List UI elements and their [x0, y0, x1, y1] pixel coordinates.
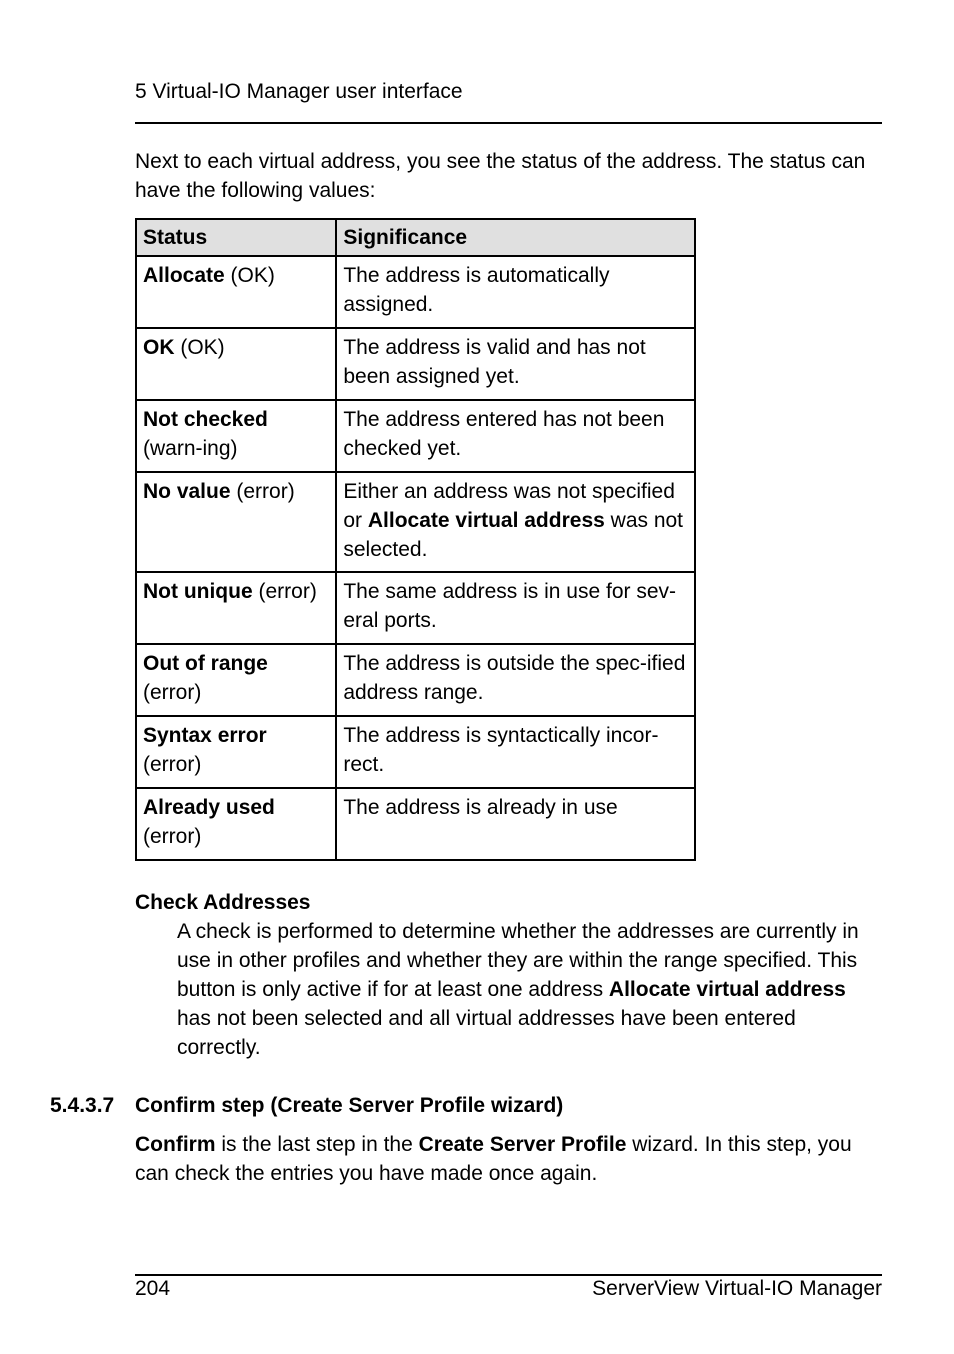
significance-text: The address is already in use: [343, 796, 618, 819]
table-header-row: [136, 219, 695, 256]
column-header-status: Status: [136, 219, 336, 256]
significance-cell: [336, 788, 695, 860]
significance-text: The address is syntactically incor-rect.: [343, 724, 659, 776]
section-body-text: is the last step in the: [215, 1133, 419, 1156]
status-level: (warn-ing): [143, 437, 238, 460]
check-addresses-heading: Check Addresses: [135, 891, 311, 914]
status-level: (OK): [224, 264, 275, 287]
status-level: (error): [143, 681, 202, 704]
significance-text: Either an address was not specified or: [343, 480, 675, 532]
section-body: [135, 1130, 875, 1188]
table-row: [136, 400, 695, 472]
significance-text: The address is valid and has not been assigned yet.: [343, 336, 646, 388]
significance-text: The address is outside the spec-ified address range.: [343, 652, 686, 704]
status-cell: [136, 328, 336, 400]
wizard-name: Create Server Profile: [418, 1133, 627, 1156]
table-row: [136, 572, 695, 644]
significance-cell: [336, 572, 695, 644]
significance-text: The address is automatically assigned.: [343, 264, 610, 316]
status-level: (error): [252, 580, 317, 603]
section-number: 5.4.3.7: [50, 1094, 115, 1117]
significance-cell: [336, 256, 695, 328]
status-name: OK: [143, 336, 175, 359]
page-number: 204: [135, 1277, 171, 1300]
page-header-chapter-title: 5 Virtual-IO Manager user interface: [135, 80, 463, 103]
significance-cell: [336, 328, 695, 400]
status-cell: [136, 644, 336, 716]
check-addresses-text-end: has not been selected and all virtual addresses have been entered correctly.: [177, 1007, 796, 1059]
table-row: [136, 788, 695, 860]
status-name: Out of range: [143, 652, 268, 675]
status-table: [135, 218, 696, 861]
table-row: [136, 472, 695, 572]
significance-option-name: Allocate virtual address: [367, 509, 605, 532]
significance-cell: [336, 400, 695, 472]
intro-paragraph: Next to each virtual address, you see the status of the address. The status can have the following values:: [135, 150, 866, 202]
status-name: No value: [143, 480, 231, 503]
status-name: Syntax error: [143, 724, 267, 747]
significance-cell: [336, 472, 695, 572]
status-name: Not checked: [143, 408, 268, 431]
table-row: [136, 644, 695, 716]
status-name: Allocate: [143, 264, 225, 287]
status-cell: [136, 472, 336, 572]
status-level: (error): [230, 480, 295, 503]
significance-text: The address entered has not been checked yet.: [343, 408, 665, 460]
table-row: [136, 328, 695, 400]
header-divider: [135, 122, 882, 124]
status-cell: [136, 788, 336, 860]
check-addresses-option-name: Allocate virtual address: [608, 978, 846, 1001]
check-addresses-text: A check is performed to determine whether the addresses are currently in use in other profiles and whether they are within the range specified. This button is only active if for at least one address: [177, 920, 859, 1001]
check-addresses-description: [177, 917, 877, 1062]
status-cell: [136, 256, 336, 328]
status-name: Not unique: [143, 580, 253, 603]
table-row: [136, 256, 695, 328]
status-cell: [136, 716, 336, 788]
status-name: Already used: [143, 796, 275, 819]
status-level: (error): [143, 753, 202, 776]
status-cell: [136, 572, 336, 644]
column-header-significance: Significance: [336, 219, 695, 256]
significance-cell: [336, 716, 695, 788]
status-cell: [136, 400, 336, 472]
significance-cell: [336, 644, 695, 716]
section-title: Confirm step (Create Server Profile wizard): [135, 1094, 564, 1117]
table-row: [136, 716, 695, 788]
significance-text-end: was not selected.: [343, 509, 684, 561]
confirm-step-name: Confirm: [135, 1133, 216, 1156]
status-level: (OK): [174, 336, 225, 359]
significance-text: The same address is in use for sev-eral ports.: [343, 580, 676, 632]
status-level: (error): [143, 825, 202, 848]
section-body-text-end: wizard. In this step, you can check the entries you have made once again.: [135, 1133, 852, 1185]
footer-product-name: ServerView Virtual-IO Manager: [592, 1277, 882, 1300]
